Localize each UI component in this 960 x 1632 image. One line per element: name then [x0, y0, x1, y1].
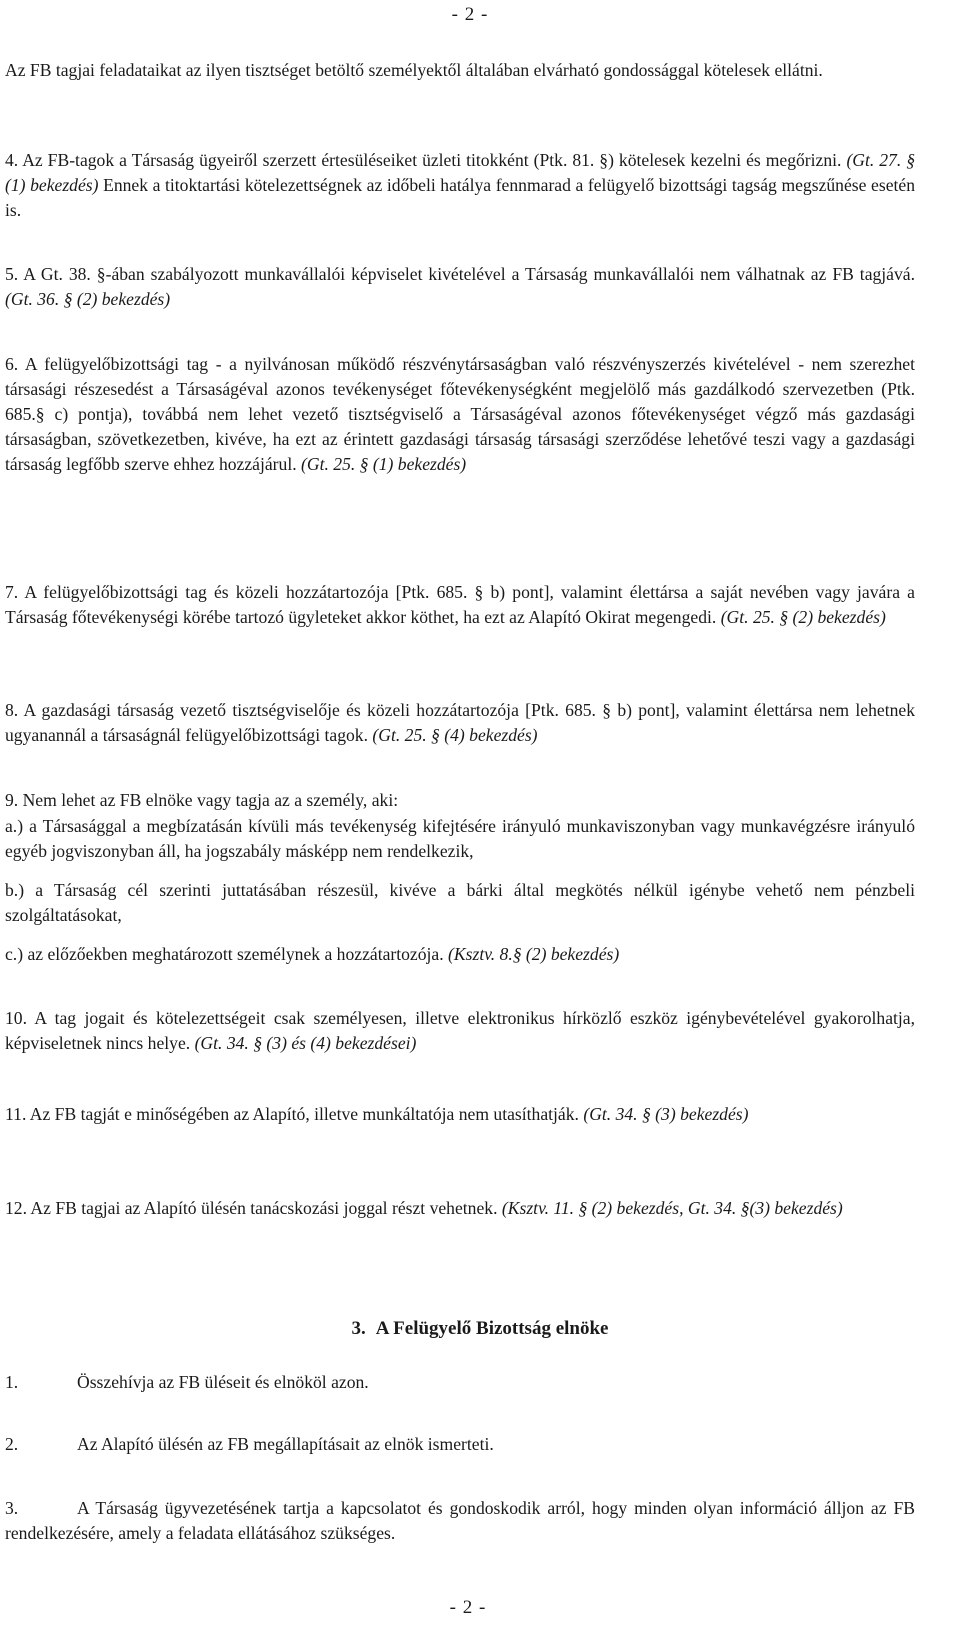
paragraph-10	[5, 1006, 915, 1056]
paragraph-12	[5, 1196, 915, 1221]
legal-citation: (Gt. 34. § (3) és (4) bekezdései)	[194, 1033, 417, 1053]
section-item-text: A Társaság ügyvezetésének tartja a kapcsolatot és gondoskodik arról, hogy minden olyan információ álljon az FB rendelkezésére, amely a feladata ellátásához szükséges.	[5, 1498, 915, 1543]
paragraph-text: 12. Az FB tagjai az Alapító ülésén tanácskozási joggal részt vehetnek.	[5, 1198, 498, 1218]
section-item-3	[5, 1496, 915, 1546]
legal-citation: (Gt. 27. § (1) bekezdés)	[5, 150, 916, 195]
section-heading	[0, 1318, 960, 1340]
section-item-text: Összehívja az FB üléseit és elnököl azon.	[77, 1372, 369, 1392]
paragraph-text: 10. A tag jogait és kötelezettségeit csak személyesen, illetve elektronikus hírközlő eszköz igénybevételével gyakorolhatja, képviseletnek nincs helye.	[5, 1008, 915, 1053]
legal-citation: (Gt. 25. § (1) bekezdés)	[301, 454, 467, 474]
paragraph-5	[5, 262, 915, 312]
section-item-text: Az Alapító ülésén az FB megállapításait az elnök ismerteti.	[77, 1434, 494, 1454]
paragraph-text: Az FB tagjai feladataikat az ilyen tisztséget betöltő személyektől általában elvárható gondossággal kötelesek ellátni.	[5, 60, 823, 80]
legal-citation: (Gt. 25. § (4) bekezdés)	[372, 725, 538, 745]
paragraph-text: 7. A felügyelőbizottsági tag és közeli hozzátartozója [Ptk. 685. § b) pont], valamint élettársa a saját nevében vagy javára a Társaság főtevékenységi körébe tartozó ügyleteket akkor köthet, ha ezt az Alapító Okirat megengedi.	[5, 582, 915, 627]
section-heading-number: 3.	[351, 1318, 366, 1339]
paragraph-text-tail: Ennek a titoktartási kötelezettségnek az időbeli hatálya fennmarad a felügyelő bizottsági tagság megszűnése esetén is.	[5, 175, 915, 220]
paragraph-9a	[5, 814, 915, 864]
section-item-1	[5, 1370, 915, 1395]
paragraph-text: c.) az előzőekben meghatározott személynek a hozzátartozója.	[5, 944, 444, 964]
section-item-number: 3.	[5, 1498, 19, 1518]
paragraph-text: 8. A gazdasági társaság vezető tisztségviselője és közeli hozzátartozója [Ptk. 685. § b) pont], valamint élettársa nem lehetnek ugyanannál a társaságnál felügyelőbizottsági tagok.	[5, 700, 915, 745]
paragraph-8	[5, 698, 915, 748]
legal-citation: (Gt. 34. § (3) bekezdés)	[583, 1104, 749, 1124]
legal-citation: (Ksztv. 8.§ (2) bekezdés)	[448, 944, 620, 964]
legal-citation: (Gt. 25. § (2) bekezdés)	[720, 607, 886, 627]
section-item-number: 2.	[5, 1434, 19, 1454]
legal-citation: (Gt. 36. § (2) bekezdés)	[5, 289, 171, 309]
paragraph-text: b.) a Társaság cél szerinti juttatásában részesül, kivéve a bárki által megkötés nélkül igénybe vehető nem pénzbeli szolgáltatásokat,	[5, 880, 915, 925]
paragraph-text: a.) a Társasággal a megbízatásán kívüli más tevékenység kifejtésére irányuló munkaviszonyban vagy munkavégzésre irányuló egyéb jogviszonyban áll, ha jogszabály másképp nem rendelkezik,	[5, 816, 915, 861]
paragraph-9b	[5, 878, 915, 928]
section-heading-title: A Felügyelő Bizottság elnöke	[375, 1318, 609, 1339]
page-number-top: - 2 -	[451, 4, 489, 25]
paragraph-intro	[5, 58, 915, 83]
legal-citation: (Ksztv. 11. § (2) bekezdés, Gt. 34. §(3) bekezdés)	[501, 1198, 843, 1218]
paragraph-9c	[5, 942, 915, 967]
paragraph-9	[5, 788, 915, 813]
section-item-number: 1.	[5, 1372, 19, 1392]
paragraph-7	[5, 580, 915, 630]
paragraph-11	[5, 1102, 915, 1127]
paragraph-text: 4. Az FB-tagok a Társaság ügyeiről szerzett értesüléseiket üzleti titokként (Ptk. 81. §) kötelesek kezelni és megőrizni.	[5, 150, 842, 170]
paragraph-6	[5, 352, 915, 477]
paragraph-text: 5. A Gt. 38. §-ában szabályozott munkavállalói képviselet kivételével a Társaság munkavállalói nem válhatnak az FB tagjává.	[5, 264, 915, 284]
paragraph-text: 9. Nem lehet az FB elnöke vagy tagja az a személy, aki:	[5, 790, 399, 810]
paragraph-4	[5, 148, 915, 223]
paragraph-text: 6. A felügyelőbizottsági tag - a nyilvánosan működő részvénytársaságban való részvényszerzés kivételével - nem szerezhet társasági részesedést a Társaságéval azonos tevékenységet főtevékenységként megjelölő más gazdálkodó szervezetben (Ptk. 685.§ c) pontja), továbbá nem lehet vezető tisztségviselő a Társaságéval azonos főtevékenységet végző más gazdasági társaságban, szövetkezetben, kivéve, ha ezt az érintett gazdasági társaság társasági szerződése lehetővé teszi vagy a gazdasági társaság legfőbb szerve ehhez hozzájárul.	[5, 354, 915, 474]
page-number-bottom: - 2 -	[449, 1597, 487, 1618]
paragraph-text: 11. Az FB tagját e minőségében az Alapító, illetve munkáltatója nem utasíthatják.	[5, 1104, 579, 1124]
section-item-2	[5, 1432, 915, 1457]
